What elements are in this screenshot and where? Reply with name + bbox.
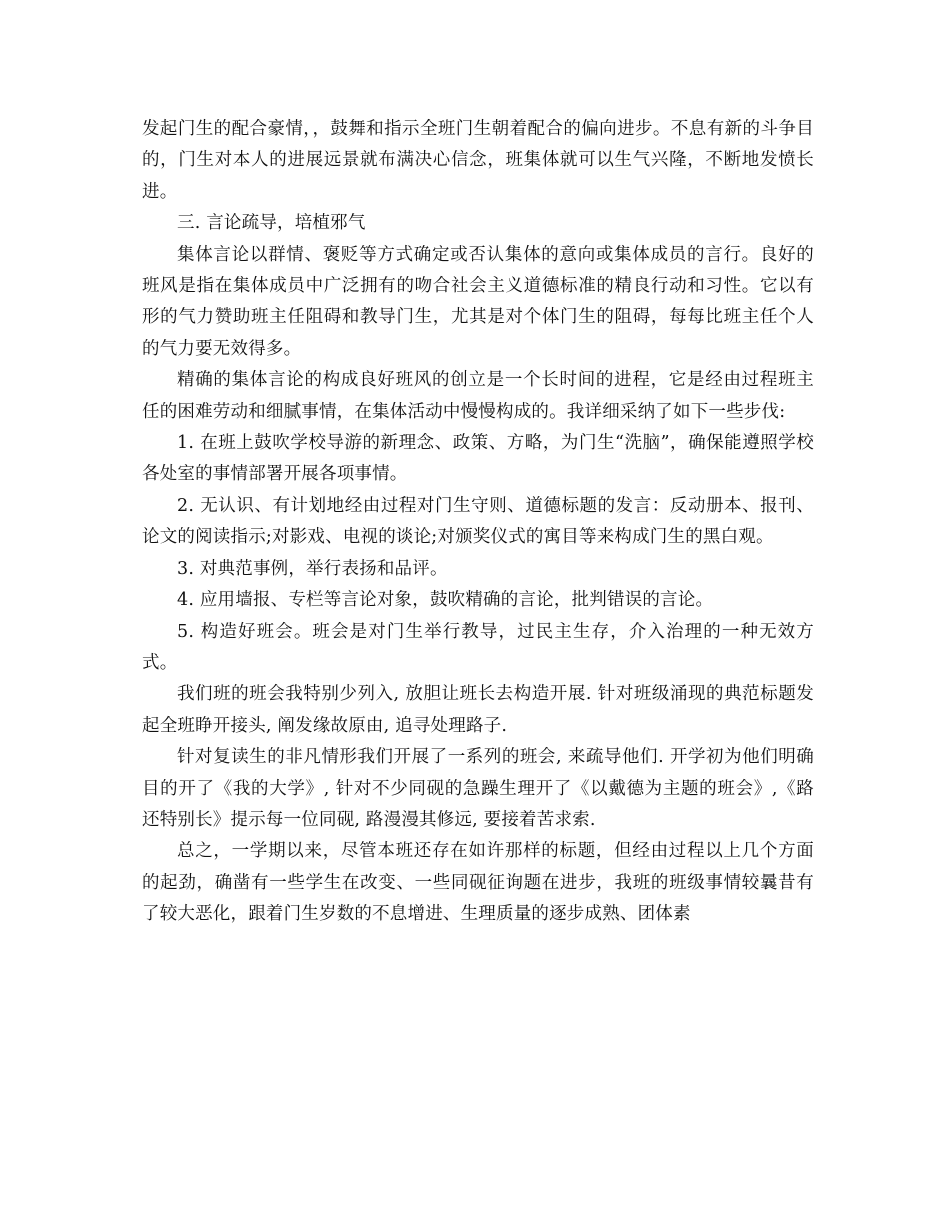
list-item-3: 3. 对典范事例，举行表扬和品评。 [177, 558, 448, 579]
paragraph-1: 发起门生的配合豪情，，鼓舞和指示全班门生朝着配合的偏向进步。不息有新的斗争目的，门生对本人的进展远景就布满决心信念，班集体就可以生气兴隆，不断地发愤长进。 [142, 119, 814, 202]
list-item-5: 5. 构造好班会。班会是对门生举行教导，过民主生存，介入治理的一种无效方式。 [142, 621, 814, 673]
paragraph-4: 我们班的班会我特别少列入, 放胆让班长去构造开展. 针对班级涌现的典范标题发起全班睁开接头, 阐发缘故原由, 追寻处理路子. [142, 684, 814, 736]
list-item-2: 2. 无认识、有计划地经由过程对门生守则、道德标题的发言：反动册本、报刊、论文的阅读指示;对影戏、电视的谈论;对颁奖仪式的寓目等来构成门生的黑白观。 [142, 495, 814, 548]
list-item-1: 1. 在班上鼓吹学校导游的新理念、政策、方略，为门生“洗脑”，确保能遵照学校各处室的事情部署开展各项事情。 [142, 433, 814, 485]
paragraph-3: 精确的集体言论的构成良好班风的创立是一个长时间的进程，它是经由过程班主任的困难劳动和细腻事情，在集体活动中慢慢构成的。我详细采纳了如下一些步伐: [142, 370, 814, 422]
paragraph-5: 针对复读生的非凡情形我们开展了一系列的班会, 来疏导他们. 开学初为他们明确目的开了《我的大学》, 针对不少同砚的急躁生理开了《以戴德为主题的班会》,《路还特别长》提示每一位同砚, 路漫漫其修远, 要接着苦求索. [142, 747, 814, 830]
section-heading-3: 三. 言论疏导，培植邪气 [177, 213, 366, 234]
document-body [142, 114, 814, 931]
paragraph-6: 总之，一学期以来，尽管本班还存在如许那样的标题，但经由过程以上几个方面的起劲，确凿有一些学生在改变、一些同砚征询题在进步，我班的班级事情较曩昔有了较大恶化，跟着门生岁数的不息增进、生理质量的逐步成熟、团体素 [142, 841, 814, 925]
paragraph-2: 集体言论以群情、褒贬等方式确定或否认集体的意向或集体成员的言行。良好的班风是指在集体成员中广泛拥有的吻合社会主义道德标准的精良行动和习性。它以有形的气力赞助班主任阻碍和教导门生，尤其是对个体门生的阻碍，每每比班主任个人的气力要无效得多。 [142, 244, 814, 359]
list-item-4: 4. 应用墙报、专栏等言论对象，鼓吹精确的言论，批判错误的言论。 [177, 590, 714, 611]
